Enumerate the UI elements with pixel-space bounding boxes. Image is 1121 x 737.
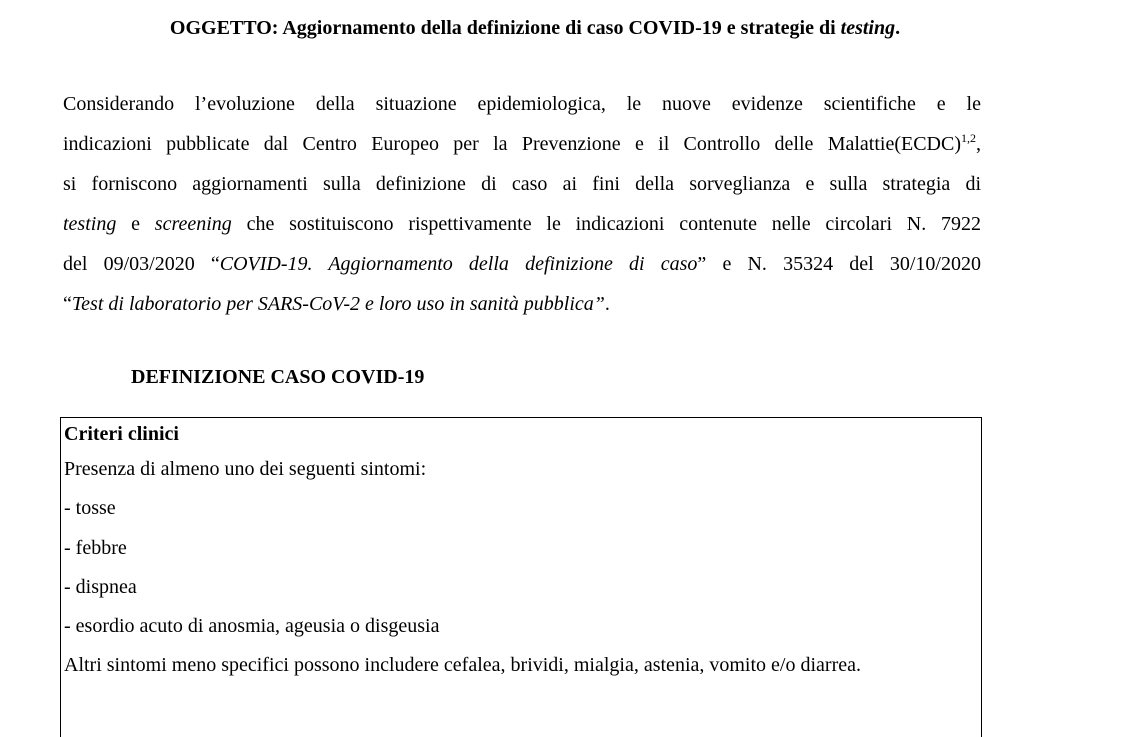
intro-line-2-end: , [976,133,981,155]
footnote-reference: 1,2 [961,131,976,145]
intro-paragraph [63,84,981,324]
intro-line-4-rest: che sostituiscono rispettivamente le indicazioni contenute nelle circolari N. 7922 [231,213,981,235]
subject-prefix: OGGETTO: Aggiornamento della definizione di caso COVID-19 e strategie di [169,17,841,39]
intro-line-2-text: indicazioni pubblicate dal Centro Europeo per la Prevenzione e il Controllo delle Malattie(ECDC) [63,133,961,155]
intro-line-1: Considerando l’evoluzione della situazione epidemiologica, le nuove evidenze scientifiche e le [63,93,981,115]
symptom-item: - dispnea [64,575,137,598]
intro-line-2 [63,124,981,164]
intro-line-6-b: . [604,293,610,315]
circular-35324-title: Test di laboratorio per SARS-CoV-2 e loro uso in sanità pubblica” [71,293,605,315]
intro-testing-term: testing [63,213,117,235]
criteria-title: Criteri clinici [64,423,179,445]
symptom-item: - tosse [64,497,116,520]
section-heading: DEFINIZIONE CASO COVID-19 [131,366,425,388]
intro-line-5-a: del 09/03/2020 “ [63,253,220,275]
intro-line-5-b: ” e N. 35324 del 30/10/2020 [697,253,981,275]
criteria-intro: Presenza di almeno uno dei seguenti sintomi: [64,458,427,480]
intro-line-3: si forniscono aggiornamenti sulla definizione di caso ai fini della sorveglianza e sulla strategia di [63,173,981,195]
other-symptoms: Altri sintomi meno specifici possono includere cefalea, brividi, mialgia, astenia, vomito e/o diarrea. [64,654,861,677]
clinical-criteria-content [64,418,861,686]
intro-line-6-a: “ [63,293,72,315]
intro-line-4-mid: e [116,213,155,235]
intro-line-5 [63,244,981,284]
clinical-criteria-box [60,417,982,737]
subject-italic: testing [840,17,896,39]
symptom-item: - febbre [64,536,127,559]
subject-heading [0,14,1070,42]
symptom-item: - esordio acuto di anosmia, ageusia o disgeusia [64,615,440,638]
intro-screening-term: screening [154,213,232,235]
intro-line-6 [63,284,981,324]
intro-line-4 [63,204,981,244]
subject-suffix: . [895,17,901,39]
circular-7922-title: COVID-19. Aggiornamento della definizione di caso [219,253,698,275]
